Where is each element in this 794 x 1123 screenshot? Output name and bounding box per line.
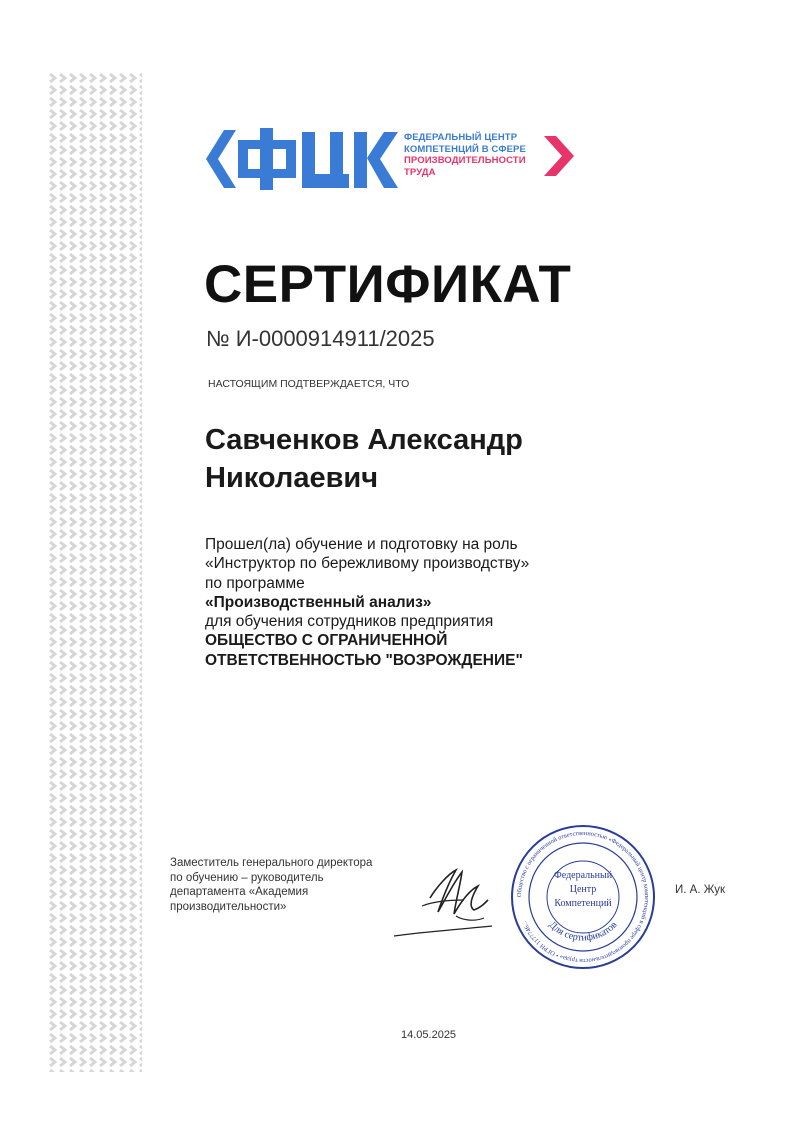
fck-logo-mark — [204, 128, 400, 190]
stamp-center-line: Федеральный — [553, 870, 613, 881]
stamp-outer-text: Общество с ограниченной ответственностью «Федеральный центр компетенций в сфере производительности труда» • ОГРН 1177746... — [515, 829, 651, 965]
logo-line-2: КОМПЕТЕНЦИЙ В СФЕРЕ — [404, 143, 526, 155]
stamp-bottom-text: Для сертификатов — [546, 919, 620, 944]
company-name-line: ОБЩЕСТВО С ОГРАНИЧЕННОЙ — [205, 632, 448, 650]
body-line: для обучения сотрудников предприятия — [205, 613, 494, 631]
stamp-center-line: Центр — [569, 884, 597, 895]
certificate-title: СЕРТИФИКАТ — [204, 255, 572, 314]
recipient-name-line: Николаевич — [205, 462, 379, 494]
recipient-name — [205, 421, 523, 497]
recipient-name-line: Савченков Александр — [205, 424, 523, 456]
svg-text:Общество с ограниченной ответс — [516, 830, 650, 964]
signer-position-line: производительности» — [170, 900, 287, 913]
certificate-number: № И-0000914911/2025 — [206, 326, 435, 351]
signature — [392, 860, 512, 940]
company-name-line: ОТВЕТСТВЕННОСТЬЮ "ВОЗРОЖДЕНИЕ" — [205, 651, 523, 669]
signer-position-line: по обучению – руководитель — [170, 871, 324, 884]
logo-line-4: ТРУДА — [404, 166, 436, 178]
program-name: «Производственный анализ» — [205, 593, 432, 611]
logo-arrow-icon — [542, 134, 576, 178]
body-line: «Инструктор по бережливому производству» — [205, 555, 530, 573]
logo-line-3: ПРОИЗВОДИТЕЛЬНОСТИ — [404, 155, 526, 166]
logo-line-1: ФЕДЕРАЛЬНЫЙ ЦЕНТР — [404, 132, 518, 143]
fck-logo — [204, 128, 580, 190]
issue-date: 14.05.2025 — [401, 1029, 457, 1041]
body-line: по программе — [205, 574, 305, 592]
confirm-text: НАСТОЯЩИМ ПОДТВЕРЖДАЕТСЯ, ЧТО — [208, 378, 410, 390]
stamp-center-line: Компетенций — [554, 898, 612, 909]
body-line: Прошел(ла) обучение и подготовку на роль — [205, 536, 518, 553]
chevron-pattern — [48, 72, 142, 1072]
signer-position-line: департамента «Академия — [170, 886, 309, 899]
stamp — [508, 822, 658, 972]
signer-name: И. А. Жук — [675, 884, 725, 896]
logo-caption — [404, 132, 526, 178]
certificate-body — [205, 535, 529, 670]
svg-text:Для сертификатов — [547, 919, 620, 943]
signer-position-line: Заместитель генерального директора — [170, 857, 373, 869]
signer-position — [170, 856, 372, 914]
